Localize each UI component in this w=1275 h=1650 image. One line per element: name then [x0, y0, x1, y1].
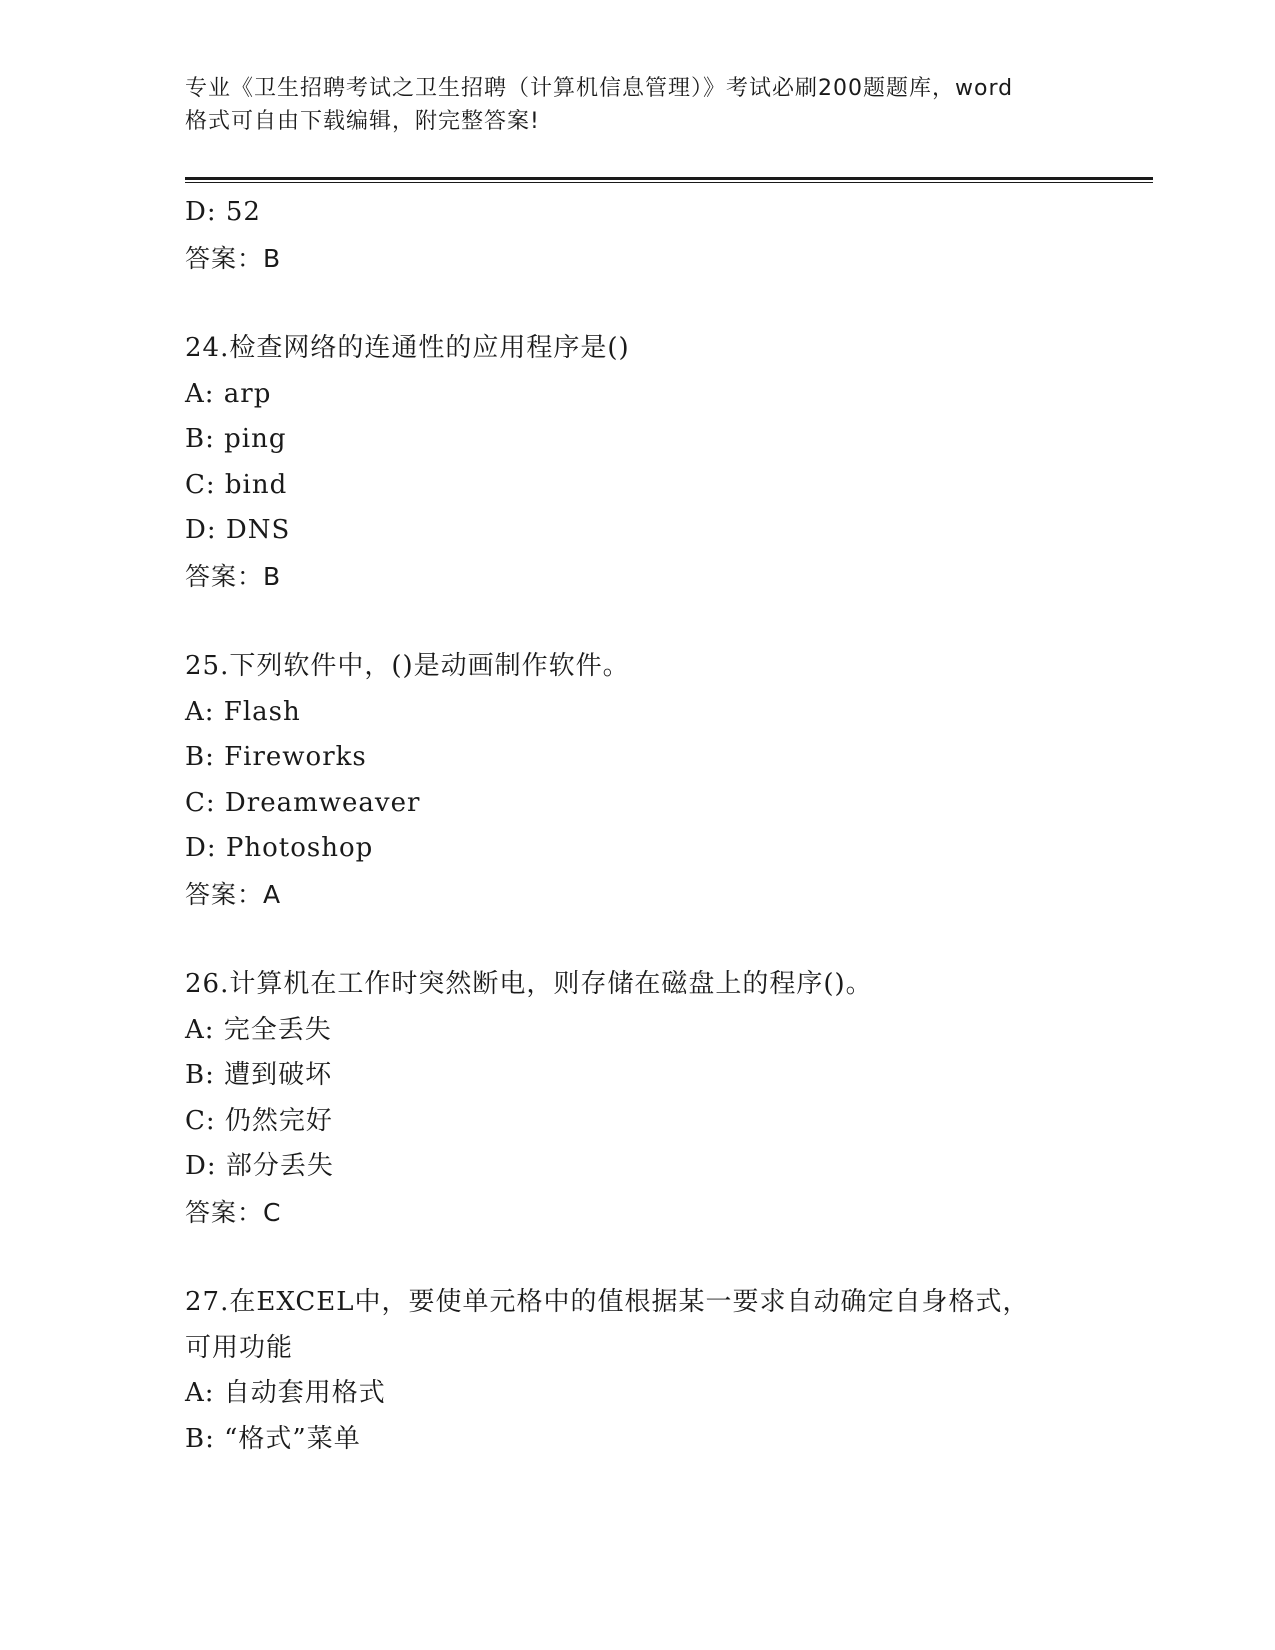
option-a: A: 自动套用格式: [185, 1378, 386, 1408]
question-list: [185, 190, 1085, 1462]
option-a: A: Flash: [185, 696, 301, 727]
option-d: D: Photoshop: [185, 833, 374, 863]
option-c: C: Dreamweaver: [185, 787, 421, 818]
option-c: C: 仍然完好: [185, 1105, 333, 1136]
answer-line: 答案：B: [185, 243, 282, 273]
header-line-1: 专业《卫生招聘考试之卫生招聘（计算机信息管理）》考试必刷200题题库，word: [185, 76, 1014, 101]
answer-line: 答案：A: [185, 879, 282, 909]
option-b: B: ping: [185, 424, 287, 454]
question-26: [185, 962, 1085, 1235]
question-25: [185, 644, 1085, 917]
answer-line: 答案：C: [185, 1197, 282, 1227]
option-c: C: bind: [185, 469, 288, 500]
previous-question-tail: [185, 190, 1085, 281]
question-24: [185, 326, 1085, 599]
answer-line: 答案：B: [185, 561, 282, 591]
option-b: B: “格式”菜单: [185, 1423, 361, 1454]
option-a: A: 完全丢失: [185, 1014, 332, 1045]
document-header: [185, 72, 1085, 138]
question-stem: 26.计算机在工作时突然断电，则存储在磁盘上的程序()。: [185, 969, 873, 999]
header-divider-thick: [185, 177, 1153, 180]
option-d: D: 部分丢失: [185, 1151, 334, 1181]
option-d: D: DNS: [185, 515, 291, 545]
header-divider-thin: [185, 182, 1153, 183]
question-stem-line-1: 27.在EXCEL中，要使单元格中的值根据某一要求自动确定自身格式，: [185, 1287, 1030, 1317]
option-d: D: 52: [185, 197, 261, 227]
option-b: B: Fireworks: [185, 742, 367, 772]
question-stem-line-2: 可用功能: [185, 1332, 294, 1363]
option-b: B: 遭到破坏: [185, 1060, 333, 1090]
option-a: A: arp: [185, 378, 272, 409]
question-27: [185, 1280, 1085, 1462]
header-line-2: 格式可自由下载编辑，附完整答案!: [185, 109, 540, 134]
question-stem: 25.下列软件中，()是动画制作软件。: [185, 651, 630, 681]
question-stem: 24.检查网络的连通性的应用程序是(): [185, 333, 630, 363]
